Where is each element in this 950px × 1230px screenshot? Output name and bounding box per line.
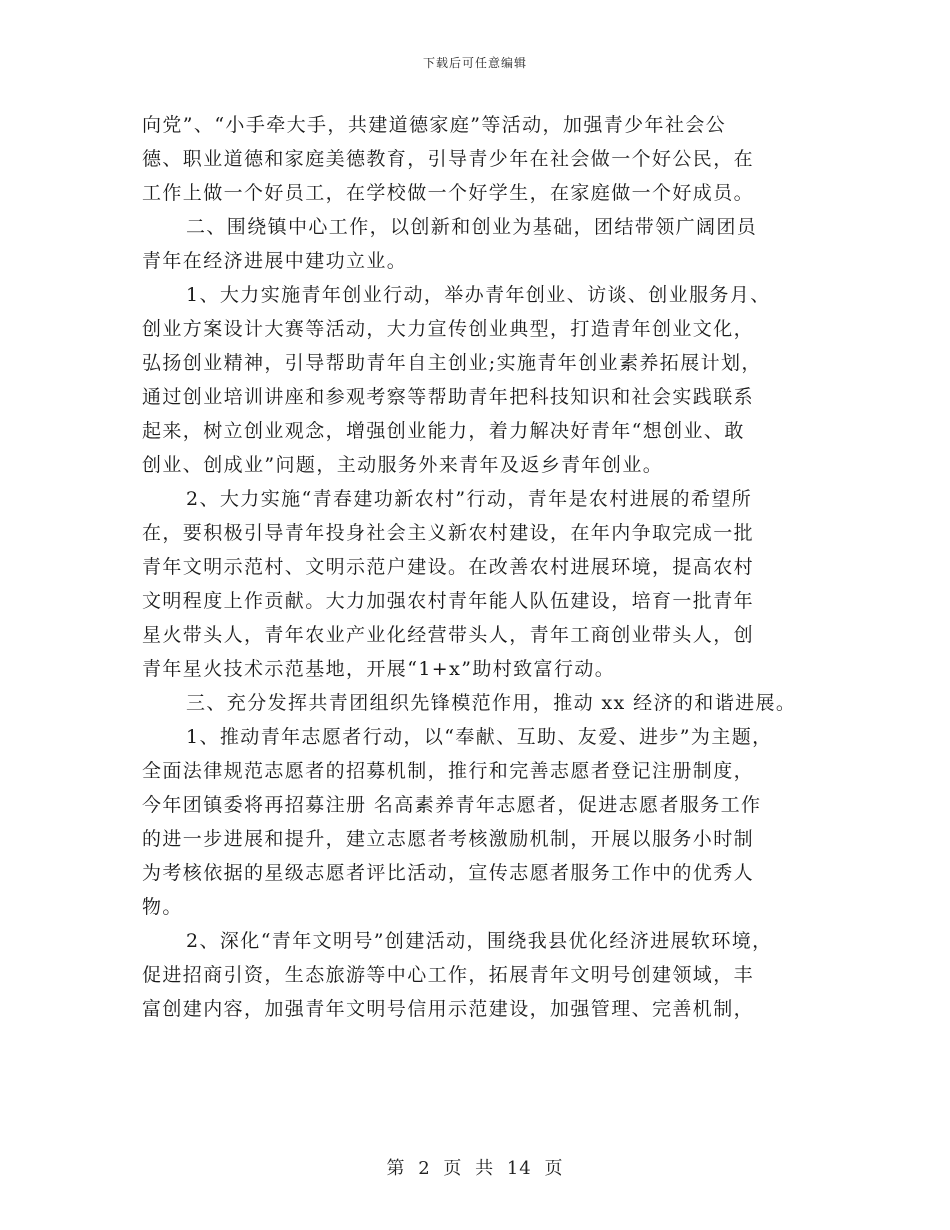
body-line: 德、职业道德和家庭美德教育，引导青少年在社会做一个好公民，在	[142, 148, 755, 170]
body-line: 创业、创成业”问题，主动服务外来青年及返乡青年创业。	[142, 454, 664, 476]
section-heading-3: 三、充分发挥共青团组织先锋模范作用，推动 xx 经济的和谐进展。	[186, 692, 797, 714]
body-line: 在，要积极引导青年投身社会主义新农村建设，在年内争取完成一批	[142, 522, 755, 544]
body-line: 青年在经济进展中建功立业。	[142, 250, 408, 272]
section-heading-2: 二、围绕镇中心工作，以创新和创业为基础，团结带领广阔团员	[186, 216, 758, 238]
body-line: 文明程度上作贡献。大力加强农村青年能人队伍建设，培育一批青年	[142, 590, 755, 612]
body-line: 星火带头人，青年农业产业化经营带头人，青年工商创业带头人，创	[142, 624, 755, 646]
body-line: 全面法律规范志愿者的招募机制，推行和完善志愿者登记注册制度，	[142, 760, 755, 782]
body-line: 向党”、“小手牵大手，共建道德家庭”等活动，加强青少年社会公	[142, 114, 727, 136]
body-line: 的进一步进展和提升，建立志愿者考核激励机制，开展以服务小时制	[142, 828, 755, 850]
body-line: 促进招商引资，生态旅游等中心工作，拓展青年文明号创建领域，丰	[142, 964, 755, 986]
body-line: 富创建内容，加强青年文明号信用示范建设，加强管理、完善机制，	[142, 998, 755, 1020]
paragraph-start: 2、深化“青年文明号”创建活动，围绕我县优化经济进展软环境，	[186, 930, 773, 952]
body-line: 今年团镇委将再招募注册 名高素养青年志愿者，促进志愿者服务工作	[142, 794, 762, 816]
page-header: 下载后可任意编辑	[422, 56, 527, 70]
body-line: 通过创业培训讲座和参观考察等帮助青年把科技知识和社会实践联系	[142, 386, 755, 408]
paragraph-start: 1、推动青年志愿者行动，以“奉献、互助、友爱、进步”为主题，	[186, 726, 773, 748]
body-line: 青年星火技术示范基地，开展“1+x”助村致富行动。	[142, 658, 616, 680]
body-line: 物。	[142, 896, 183, 918]
body-line: 创业方案设计大赛等活动，大力宣传创业典型，打造青年创业文化，	[142, 318, 755, 340]
paragraph-start: 1、大力实施青年创业行动，举办青年创业、访谈、创业服务月、	[186, 284, 771, 306]
page-number-footer: 第 2 页 共 14 页	[386, 1158, 564, 1179]
body-line: 工作上做一个好员工，在学校做一个好学生，在家庭做一个好成员。	[142, 182, 755, 204]
body-line: 青年文明示范村、文明示范户建设。在改善农村进展环境，提高农村	[142, 556, 755, 578]
document-body	[142, 108, 832, 1026]
body-line: 起来，树立创业观念，增强创业能力，着力解决好青年“想创业、敢	[142, 420, 745, 442]
paragraph-start: 2、大力实施“青春建功新农村”行动，青年是农村进展的希望所	[186, 488, 753, 510]
body-line: 弘扬创业精神，引导帮助青年自主创业;实施青年创业素养拓展计划，	[142, 352, 762, 374]
body-line: 为考核依据的星级志愿者评比活动，宣传志愿者服务工作中的优秀人	[142, 862, 755, 884]
